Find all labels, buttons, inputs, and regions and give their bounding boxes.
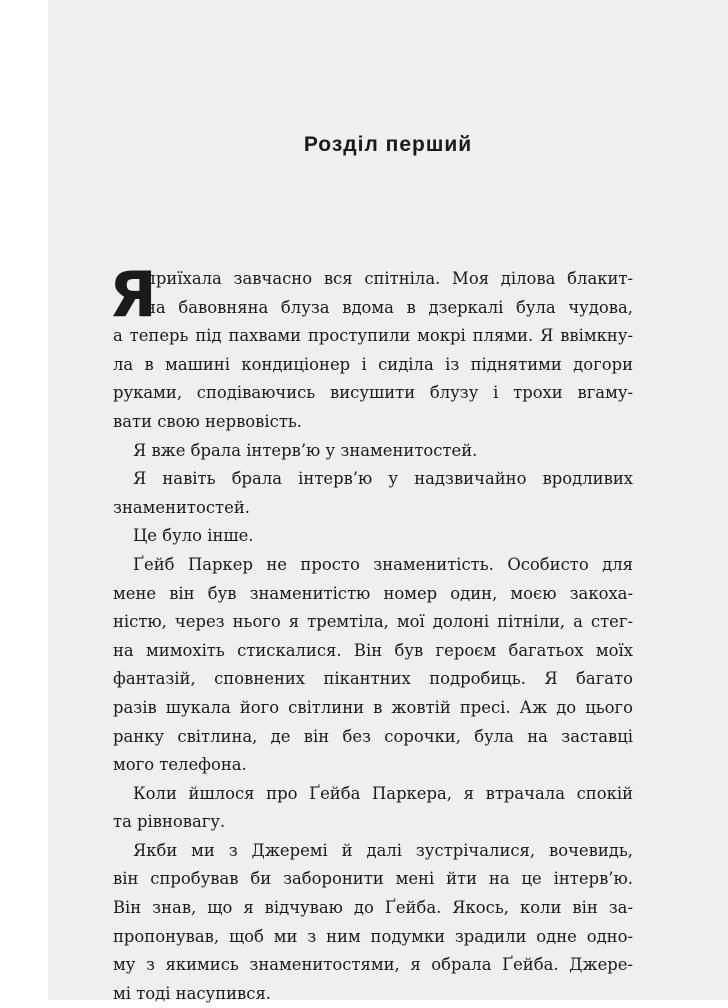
text-line: Якби ми з Джеремі й далі зустрічалися, вочевидь, bbox=[133, 840, 633, 860]
text-line: на мимохіть стискалися. Він був героєм багатьох моїх bbox=[113, 640, 633, 660]
text-line: вати свою нервовість. bbox=[113, 411, 303, 431]
text-line: приїхала завчасно вся спітніла. Моя ділова блакит- bbox=[145, 269, 633, 288]
text-line: ністю, через нього я тремтіла, мої долоні пітніли, а стег- bbox=[113, 612, 633, 632]
text-line: Ґейб Паркер не просто знаменитість. Особисто для bbox=[133, 554, 633, 574]
text-line: мого телефона. bbox=[113, 755, 247, 775]
text-line: ла в машині кондиціонер і сиділа із піднятими догори bbox=[113, 354, 633, 374]
text-line: Коли йшлося про Ґейба Паркера, я втрачала спокій bbox=[133, 783, 633, 803]
text-line: на бавовняна блуза вдома в дзеркалі була чудова, bbox=[145, 297, 633, 317]
text-line: він спробував би заборонити мені йти на це інтерв’ю. bbox=[113, 869, 633, 889]
chapter-body bbox=[109, 258, 633, 1008]
text-line: фантазій, сповнених пікантних подробиць. Я багато bbox=[113, 669, 633, 689]
text-line: разів шукала його світлини в жовтій пресі. Аж до цього bbox=[113, 697, 633, 717]
text-line: Я вже брала інтерв’ю у знаменитостей. bbox=[133, 440, 478, 460]
text-line: мі тоді насупився. bbox=[113, 983, 272, 1003]
text-line: Це було інше. bbox=[133, 526, 254, 546]
text-line: Він знав, що я відчуваю до Ґейба. Якось, коли він за- bbox=[113, 898, 633, 918]
drop-cap: Я bbox=[109, 258, 157, 331]
text-line: Я навіть брала інтерв’ю у надзвичайно вродливих bbox=[133, 469, 633, 489]
text-line: му з якимись знаменитостями, я обрала Ґейба. Джере- bbox=[113, 955, 633, 975]
text-line: знаменитостей. bbox=[113, 497, 250, 517]
text-line: та рівновагу. bbox=[113, 812, 226, 832]
book-page bbox=[48, 0, 728, 1003]
text-line: ранку світлина, де він без сорочки, була на заставці bbox=[113, 726, 633, 746]
text-line: а теперь під пахвами проступили мокрі плями. Я ввімкну- bbox=[113, 326, 633, 346]
text-line: мене він був знаменитістю номер один, моєю закоха- bbox=[113, 583, 633, 603]
text-line: пропонував, щоб ми з ним подумки зрадили одне одно- bbox=[113, 926, 633, 946]
text-line: руками, сподіваючись висушити блузу і трохи вгаму- bbox=[113, 383, 633, 403]
chapter-title: Розділ перший bbox=[303, 133, 473, 156]
